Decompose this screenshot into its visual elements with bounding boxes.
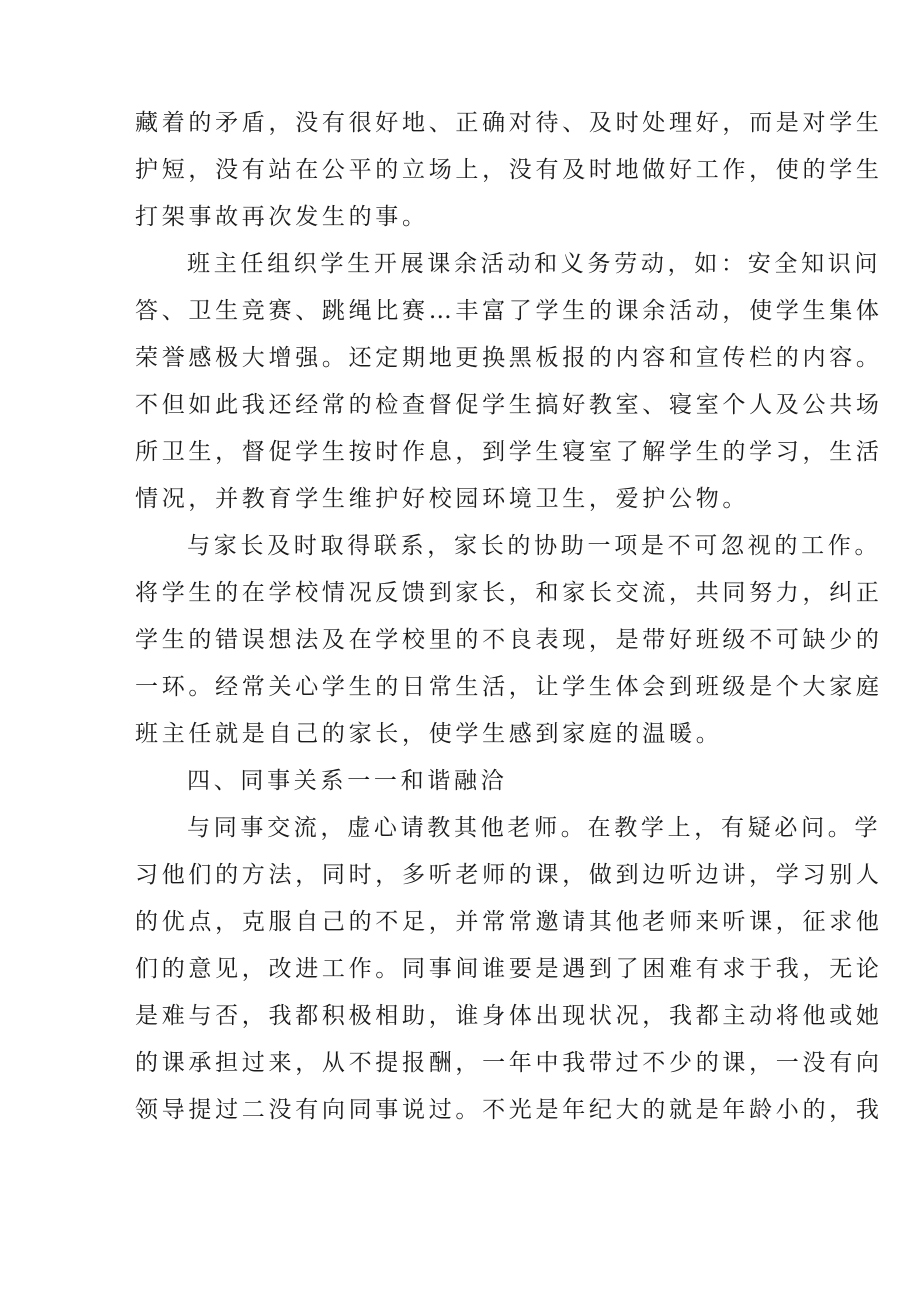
text-line: 荣誉感极大增强。还定期地更换黑板报的内容和宣传栏的内容。 [135, 345, 883, 371]
text-line: 将学生的在学校情况反馈到家长，和家长交流，共同努力，纠正 [135, 580, 883, 606]
text-line: 的课承担过来，从不提报酬，一年中我带过不少的课，一没有向 [135, 1050, 883, 1076]
text-line: 所卫生，督促学生按时作息，到学生寝室了解学生的学习，生活 [135, 439, 883, 465]
text-line: 习他们的方法，同时，多听老师的课，做到边听边讲，学习别人 [135, 862, 883, 888]
text-line: 答、卫生竞赛、跳绳比赛…丰富了学生的课余活动，使学生集体 [135, 298, 883, 324]
text-line: 班主任就是自己的家长，使学生感到家庭的温暖。 [135, 721, 723, 747]
text-line: 打架事故再次发生的事。 [135, 204, 429, 230]
text-line: 们的意见，改进工作。同事间谁要是遇到了困难有求于我，无论 [135, 956, 883, 982]
paragraph-first-line: 与同事交流，虚心请教其他老师。在教学上，有疑必问。学 [187, 815, 882, 841]
paragraph-first-line: 与家长及时取得联系，家长的协助一项是不可忽视的工作。 [187, 533, 882, 559]
text-line: 不但如此我还经常的检查督促学生搞好教室、寝室个人及公共场 [135, 392, 883, 418]
text-line: 藏着的矛盾，没有很好地、正确对待、及时处理好，而是对学生 [135, 110, 883, 136]
paragraph-first-line: 班主任组织学生开展课余活动和义务劳动，如：安全知识问 [187, 251, 882, 277]
text-line: 是难与否，我都积极相助，谁身体出现状况，我都主动将他或她 [135, 1003, 883, 1029]
text-line: 一环。经常关心学生的日常生活，让学生体会到班级是个大家庭 [135, 674, 883, 700]
text-line: 的优点，克服自己的不足，并常常邀请其他老师来听课，征求他 [135, 909, 883, 935]
text-line: 护短，没有站在公平的立场上，没有及时地做好工作，使的学生 [135, 157, 883, 183]
document-body [135, 100, 883, 1134]
text-line: 领导提过二没有向同事说过。不光是年纪大的就是年龄小的，我 [135, 1097, 883, 1123]
section-heading: 四、同事关系一一和谐融洽 [187, 768, 508, 794]
text-line: 情况，并教育学生维护好校园环境卫生，爱护公物。 [135, 486, 750, 512]
text-line: 学生的错误想法及在学校里的不良表现，是带好班级不可缺少的 [135, 627, 883, 653]
